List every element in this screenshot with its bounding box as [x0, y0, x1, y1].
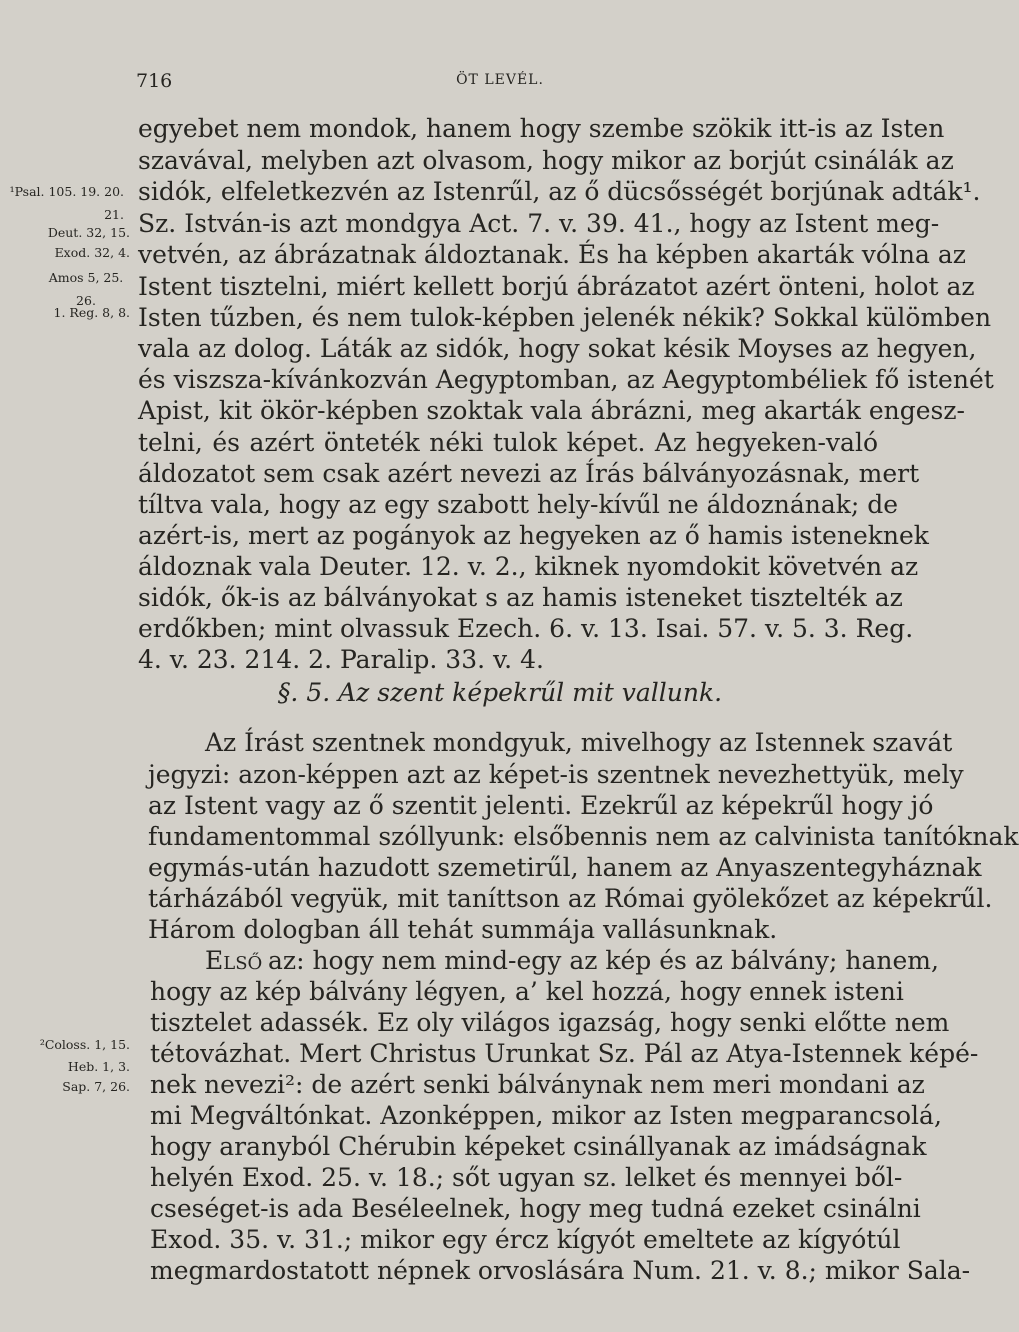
- margin-note: ¹Psal. 105. 19. 20. 21.: [9, 184, 124, 222]
- text-line: jegyzi: azon-képpen azt az képet-is szentnek nevezhettyük, mely: [148, 760, 964, 789]
- text-line: tárházából vegyük, mit taníttson az Római gyölekőzet az képekrűl.: [148, 884, 993, 913]
- text-line: erdőkben; mint olvassuk Ezech. 6. v. 13. Isai. 57. v. 5. 3. Reg.: [138, 614, 914, 643]
- margin-note: Sap. 7, 26.: [62, 1079, 130, 1094]
- text-line: megmardostatott népnek orvoslására Num. 21. v. 8.; mikor Sala-: [150, 1256, 971, 1285]
- text-line: Az Írást szentnek mondgyuk, mivelhogy az Istennek szavát: [205, 728, 953, 757]
- text-line: Sz. István-is azt mondgya Act. 7. v. 39. 41., hogy az Istent meg-: [138, 209, 940, 238]
- text-line: fundamentommal szóllyunk: elsőbennis nem az calvinista tanítóknak: [148, 822, 1019, 851]
- text-line: azért-is, mert az pogányok az hegyeken az ő hamis isteneknek: [138, 521, 929, 550]
- text-line: hogy az kép bálvány légyen, a’ kel hozzá, hogy ennek isteni: [150, 977, 904, 1006]
- text-line: az Istent vagy az ő szentit jelenti. Ezekrűl az képekrűl hogy jó: [148, 791, 934, 820]
- text-line: és viszsza-kívánkozván Aegyptomban, az Aegyptombéliek fő istenét: [138, 365, 994, 394]
- page-number: 716: [136, 70, 173, 92]
- text-line: egymás-után hazudott szemetirűl, hanem az Anyaszentegyháznak: [148, 853, 982, 882]
- text-line: nek nevezi²: de azért senki bálványnak nem meri mondani az: [150, 1070, 925, 1099]
- text-line: telni, és azért önteték néki tulok képet. Az hegyeken-való: [138, 428, 878, 457]
- text-line: szavával, melyben azt olvasom, hogy mikor az borjút csinálák az: [138, 146, 954, 175]
- running-title: ÖT LEVÉL.: [456, 72, 544, 88]
- text-line: sidók, ők-is az bálványokat s az hamis isteneket tisztelték az: [138, 583, 903, 612]
- margin-note: Deut. 32, 15.: [47, 225, 130, 240]
- lead-word: Első: [205, 946, 263, 975]
- text-line: Isten tűzben, és nem tulok-képben jelenék nékik? Sokkal külömben: [138, 303, 992, 332]
- text-line: helyén Exod. 25. v. 18.; sőt ugyan sz. lelket és mennyei ből-: [150, 1163, 903, 1192]
- text-line: sidók, elfeletkezvén az Istenrűl, az ő dücsősségét borjúnak adták¹.: [138, 177, 981, 206]
- text-line: áldozatot sem csak azért nevezi az Írás bálványozásnak, mert: [138, 459, 920, 488]
- margin-note: 1. Reg. 8, 8.: [53, 305, 130, 320]
- text-line: 4. v. 23. 214. 2. Paralip. 33. v. 4.: [138, 645, 544, 674]
- text-line: tétovázhat. Mert Christus Urunkat Sz. Pál az Atya-Istennek képé-: [150, 1039, 979, 1068]
- text-line: vala az dolog. Láták az sidók, hogy sokat késik Moyses az hegyen,: [138, 334, 977, 363]
- text-line: Három dologban áll tehát summája vallásunknak.: [148, 915, 778, 944]
- text-line: hogy aranyból Chérubin képeket csinállyanak az imádságnak: [150, 1132, 927, 1161]
- text-line: Istent tisztelni, miért kellett borjú ábrázatot azért önteni, holot az: [138, 272, 975, 301]
- margin-note: Exod. 32, 4.: [54, 245, 130, 260]
- margin-note: Amos 5, 25. 26.: [48, 270, 124, 308]
- text-line: egyebet nem mondok, hanem hogy szembe szökik itt-is az Isten: [138, 114, 945, 143]
- text-line: vetvén, az ábrázatnak áldoztanak. És ha képben akarták vólna az: [138, 240, 966, 269]
- text-line: tisztelet adassék. Ez oly világos igazság, hogy senki előtte nem: [150, 1008, 950, 1037]
- text-line: Exod. 35. v. 31.; mikor egy ércz kígyót emeltete az kígyótúl: [150, 1225, 901, 1254]
- text-line: cseséget-is ada Beséleelnek, hogy meg tudná ezeket csinálni: [150, 1194, 921, 1223]
- text-line: áldoznak vala Deuter. 12. v. 2., kiknek nyomdokit követvén az: [138, 552, 919, 581]
- margin-note: Heb. 1, 3.: [67, 1059, 130, 1074]
- margin-note: ²Coloss. 1, 15.: [39, 1037, 130, 1052]
- text-line: Apist, kit ökör-képben szoktak vala ábrázni, meg akarták engesz-: [138, 396, 966, 425]
- text-line: mi Megváltónkat. Azonképpen, mikor az Isten megparancsolá,: [150, 1101, 942, 1130]
- section-heading: §. 5. Az szent képekrűl mit vallunk.: [277, 678, 723, 707]
- text-line: tíltva vala, hogy az egy szabott hely-kívűl ne áldoznának; de: [138, 490, 899, 519]
- text-line: az: hogy nem mind-egy az kép és az bálvány; hanem,: [268, 946, 939, 975]
